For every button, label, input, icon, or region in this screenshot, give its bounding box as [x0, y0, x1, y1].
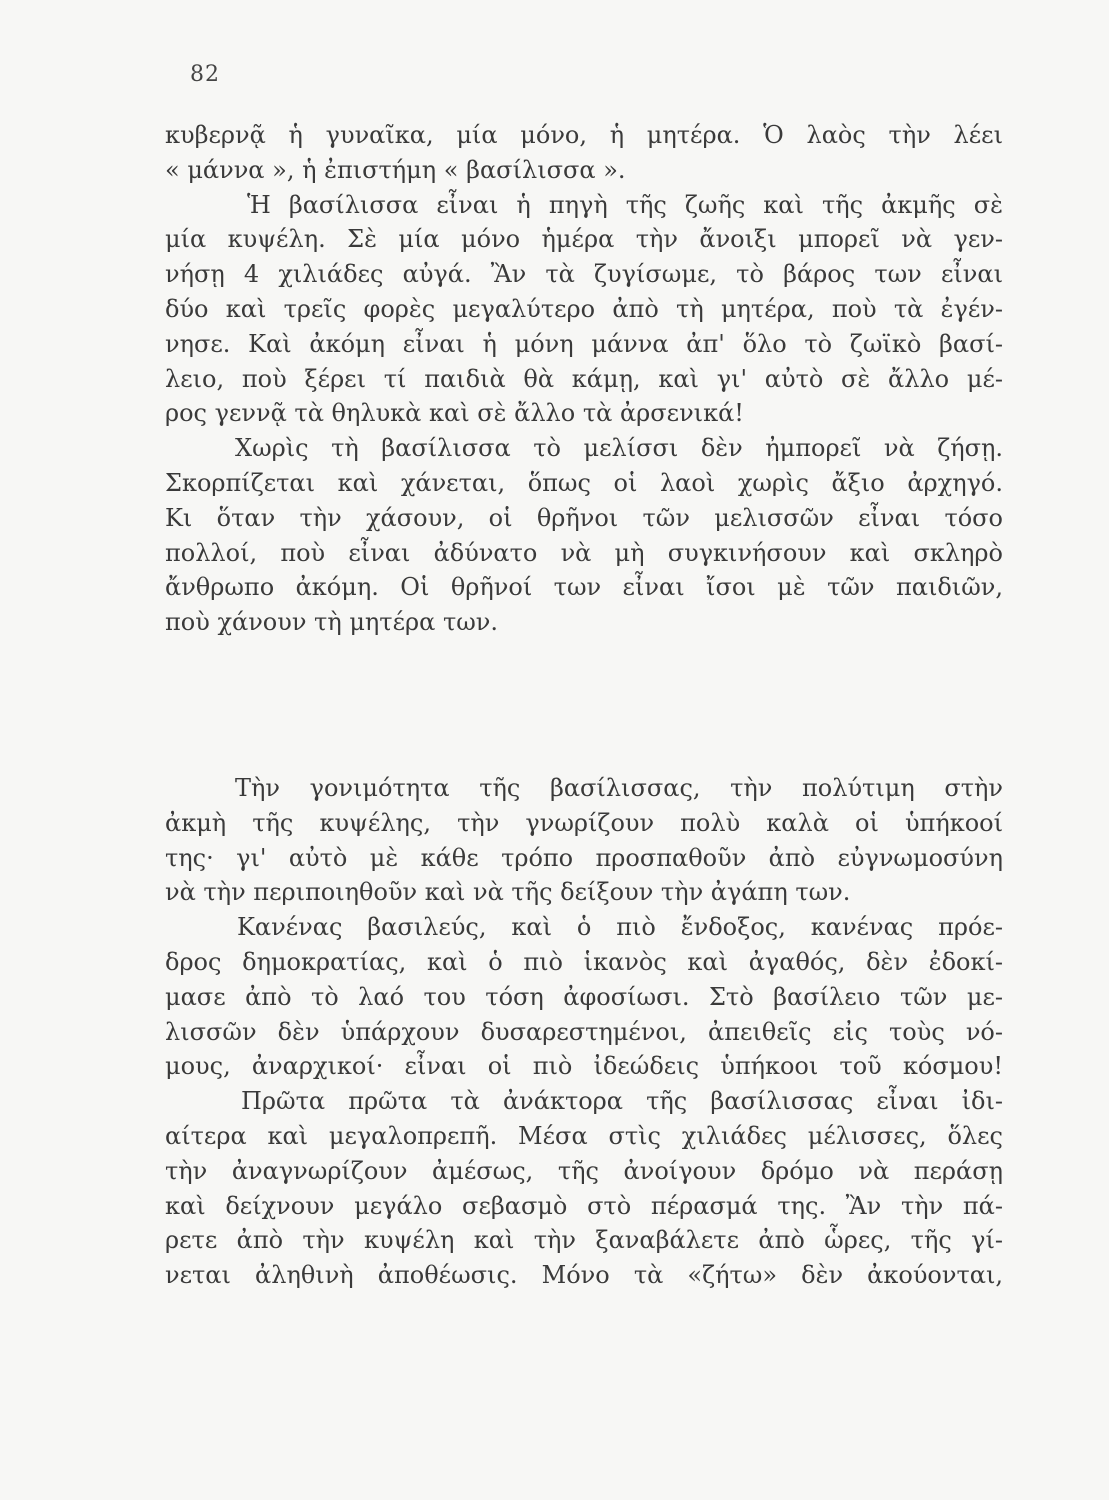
text-line: ἀκμὴ τῆς κυψέλης, τὴν γνωρίζουν πολὺ καλὰ οἱ ὑπήκοοί: [165, 808, 1003, 837]
text-line: καὶ δείχνουν μεγάλο σεβασμὸ στὸ πέρασμά της. Ἂν τὴν πά-: [165, 1191, 1003, 1220]
text-line: ρος γεννᾷ τὰ θηλυκὰ καὶ σὲ ἄλλο τὰ ἀρσενικά!: [165, 399, 744, 428]
text-block-2: [165, 771, 1003, 1293]
text-block-1: [165, 118, 1003, 640]
text-line: τὴν ἀναγνωρίζουν ἀμέσως, τῆς ἀνοίγουν δρόμο νὰ περάσῃ: [165, 1156, 1003, 1185]
text-line: Τὴν γονιμότητα τῆς βασίλισσας, τὴν πολύτιμη στὴν: [235, 774, 1003, 802]
text-line: δύο καὶ τρεῖς φορὲς μεγαλύτερο ἀπὸ τὴ μητέρα, ποὺ τὰ ἐγέν-: [165, 294, 1003, 323]
text-line: ποὺ χάνουν τὴ μητέρα των.: [165, 608, 499, 637]
text-line: μασε ἀπὸ τὸ λαό του τόση ἀφοσίωσι. Στὸ βασίλειο τῶν με-: [165, 982, 1003, 1011]
page-number: 82: [190, 62, 220, 87]
text-line: Κανένας βασιλεύς, καὶ ὁ πιὸ ἔνδοξος, κανένας πρόε-: [237, 913, 1003, 942]
text-line: Πρῶτα πρῶτα τὰ ἀνάκτορα τῆς βασίλισσας εἶναι ἰδι-: [241, 1087, 1003, 1116]
text-line: λισσῶν δὲν ὑπάρχουν δυσαρεστημένοι, ἀπειθεῖς εἰς τοὺς νό-: [165, 1017, 1003, 1046]
text-line: μία κυψέλη. Σὲ μία μόνο ἡμέρα τὴν ἄνοιξι μπορεῖ νὰ γεν-: [165, 225, 1003, 254]
text-line: λειο, ποὺ ξέρει τί παιδιὰ θὰ κάμῃ, καὶ γι' αὐτὸ σὲ ἄλλο μέ-: [165, 364, 1003, 393]
text-line: νὰ τὴν περιποιηθοῦν καὶ νὰ τῆς δείξουν τὴν ἀγάπη των.: [165, 878, 851, 907]
text-line: αίτερα καὶ μεγαλοπρεπῆ. Μέσα στὶς χιλιάδες μέλισσες, ὅλες: [165, 1121, 1003, 1150]
text-line: δρος δημοκρατίας, καὶ ὁ πιὸ ἱκανὸς καὶ ἀγαθός, δὲν ἐδοκί-: [165, 947, 1003, 976]
text-line: Ἡ βασίλισσα εἶναι ἡ πηγὴ τῆς ζωῆς καὶ τῆς ἀκμῆς σὲ: [247, 190, 1003, 219]
text-line: Χωρὶς τὴ βασίλισσα τὸ μελίσσι δὲν ἠμπορεῖ νὰ ζήσῃ.: [235, 434, 1003, 463]
text-line: ἄνθρωπο ἀκόμη. Οἱ θρῆνοί των εἶναι ἴσοι μὲ τῶν παιδιῶν,: [165, 573, 1003, 602]
text-line: νησε. Καὶ ἀκόμη εἶναι ἡ μόνη μάννα ἀπ' ὅλο τὸ ζωϊκὸ βασί-: [165, 329, 1003, 358]
text-line: μους, ἀναρχικοί· εἶναι οἱ πιὸ ἰδεώδεις ὑπήκοοι τοῦ κόσμου!: [165, 1052, 1003, 1081]
text-line: Κι ὅταν τὴν χάσουν, οἱ θρῆνοι τῶν μελισσῶν εἶναι τόσο: [165, 503, 1003, 532]
text-line: « μάννα », ἡ ἐπιστήμη « βασίλισσα ».: [165, 155, 626, 184]
text-line: κυβερνᾷ ἡ γυναῖκα, μία μόνο, ἡ μητέρα. Ὁ λαὸς τὴν λέει: [165, 121, 1003, 149]
text-line: πολλοί, ποὺ εἶναι ἀδύνατο νὰ μὴ συγκινήσουν καὶ σκληρὸ: [165, 538, 1003, 567]
text-line: νεται ἀληθινὴ ἀποθέωσις. Μόνο τὰ «ζήτω» δὲν ἀκούονται,: [165, 1261, 1003, 1290]
text-line: νήσῃ 4 χιλιάδες αὐγά. Ἂν τὰ ζυγίσωμε, τὸ βάρος των εἶναι: [165, 260, 1003, 289]
text-line: ρετε ἀπὸ τὴν κυψέλη καὶ τὴν ξαναβάλετε ἀπὸ ὧρες, τῆς γί-: [165, 1226, 1003, 1255]
text-line: Σκορπίζεται καὶ χάνεται, ὅπως οἱ λαοὶ χωρὶς ἄξιο ἀρχηγό.: [165, 468, 1003, 497]
text-line: της· γι' αὐτὸ μὲ κάθε τρόπο προσπαθοῦν ἀπὸ εὐγνωμοσύνη: [165, 843, 1003, 872]
